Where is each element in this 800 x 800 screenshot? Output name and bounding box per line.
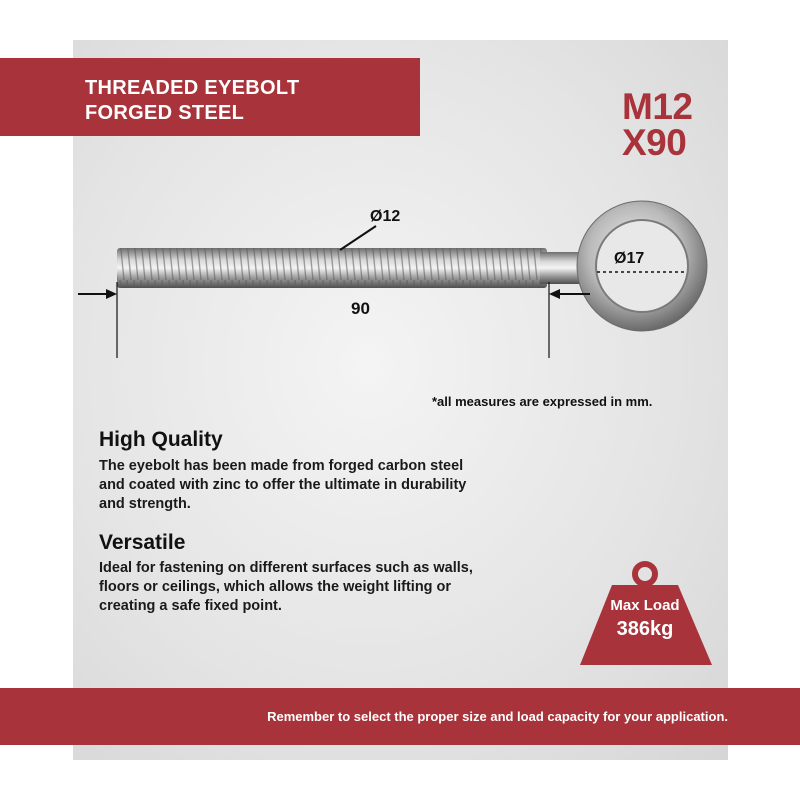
eyebolt-shank [117, 248, 547, 288]
length-label: 90 [351, 299, 370, 318]
length-dimension [78, 282, 590, 358]
max-load-label: Max Load [610, 597, 680, 614]
thread-diameter-label: Ø12 [370, 208, 401, 225]
feature-heading-quality: High Quality [99, 428, 223, 451]
feature-heading-versatile: Versatile [99, 531, 186, 554]
feature-text-versatile: Ideal for fastening on different surfaces such as walls, floors or ceilings, which allows the weight lifting or creating a safe fixed point. [99, 560, 473, 614]
eye-diameter-label: Ø17 [614, 250, 645, 267]
size-label-m12: M12 [622, 86, 693, 127]
size-label-x90: X90 [622, 122, 687, 163]
max-load-value: 386kg [616, 618, 674, 640]
product-title-line2: FORGED STEEL [85, 102, 245, 124]
measurement-note: *all measures are expressed in mm. [432, 394, 653, 409]
footer-text: Remember to select the proper size and load capacity for your application. [267, 709, 728, 724]
product-title-line1: THREADED EYEBOLT [85, 77, 300, 99]
weight-icon [580, 564, 712, 665]
feature-text-quality: The eyebolt has been made from forged carbon steel and coated with zinc to offer the ultimate in durability and strength. [99, 458, 467, 512]
diameter12-leader [340, 226, 376, 250]
